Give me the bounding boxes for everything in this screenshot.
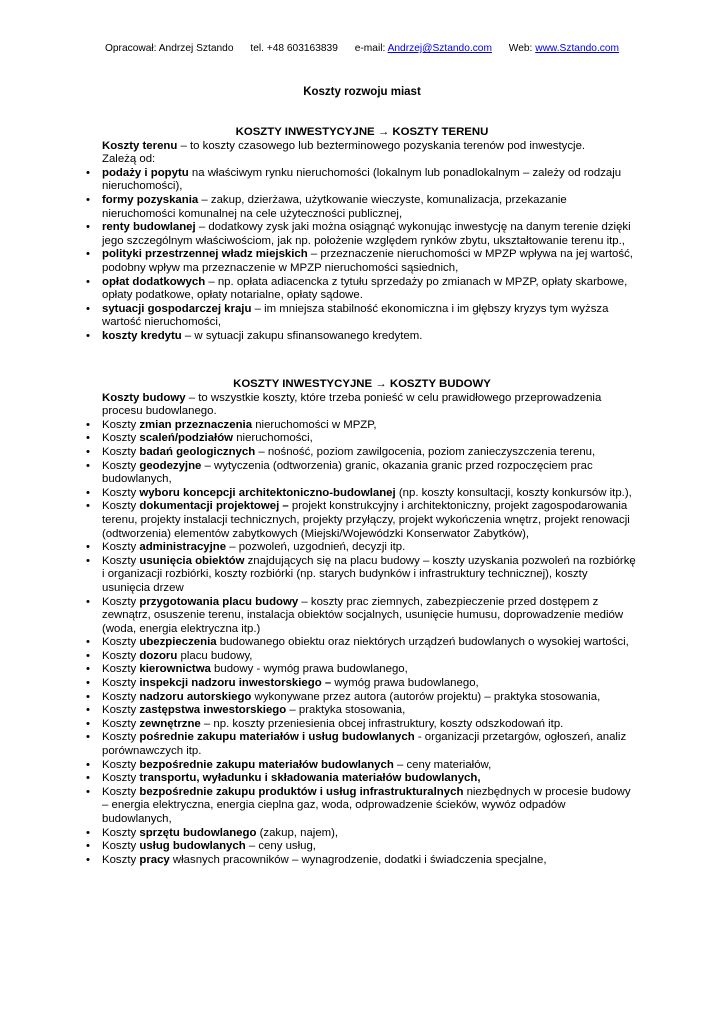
list-item — [86, 446, 638, 460]
email-label: e-mail: — [354, 43, 386, 54]
list-item — [86, 731, 638, 758]
header-phone: tel. +48 603163839 — [250, 43, 338, 54]
item-text: – np. opłata adiacencka z tytułu sprzedaży po zmianach w MPZP, opłaty skarbowe, opłaty podatkowe, opłaty notarialne, opłaty sądowe. — [102, 275, 628, 302]
item-term: koszty kredytu — [102, 329, 182, 342]
item-term: wyboru koncepcji architektoniczno-budowlanej — [139, 486, 396, 499]
item-term: geodezyjne — [139, 459, 202, 472]
item-prefix: Koszty — [102, 432, 140, 445]
item-prefix: Koszty — [102, 772, 140, 785]
item-term: dozoru — [139, 649, 178, 662]
list-item — [86, 194, 638, 221]
item-text: – ceny materiałów, — [393, 758, 492, 771]
item-term: pośrednie zakupu materiałów i usług budowlanych — [139, 731, 415, 744]
item-text: na właściwym rynku nieruchomości (lokalnym lub ponadlokalnym – zależy od rodzaju nieruchomości), — [102, 166, 622, 193]
item-text: – np. koszty przeniesienia obcej infrastruktury, koszty odszkodowań itp. — [200, 717, 564, 730]
item-term: scaleń/podziałów — [139, 432, 234, 445]
item-prefix: Koszty — [102, 758, 140, 771]
item-term: zmian przeznaczenia — [139, 418, 253, 431]
item-text: – wytyczenia (odtworzenia) granic, okazania granic przed rozpoczęciem prac budowlanych, — [102, 459, 593, 486]
item-text: – ceny usług, — [245, 840, 316, 853]
list-item — [86, 663, 638, 677]
item-prefix: Koszty — [102, 717, 140, 730]
document-title: Koszty rozwoju miast — [303, 86, 421, 98]
item-term: formy pozyskania — [102, 193, 199, 206]
list-item — [86, 330, 638, 344]
item-term: renty budowlanej — [102, 221, 196, 234]
list-item — [86, 460, 638, 487]
item-term: bezpośrednie zakupu materiałów budowlanych — [139, 758, 394, 771]
list-item — [86, 167, 638, 194]
item-text: – dodatkowy zysk jaki można osiągnąć wykonując inwestycję na danym terenie dzięki jego szczególnym właściwościom, jak np. położenie względem rynków zbytu, ukształtowanie terenu itp., — [102, 221, 631, 247]
list-item — [86, 419, 638, 433]
list-item — [86, 221, 638, 248]
list-item — [86, 786, 638, 827]
section-intro — [86, 140, 638, 167]
item-text: – w sytuacji zakupu sfinansowanego kredytem. — [181, 329, 423, 342]
item-term: zewnętrzne — [139, 717, 201, 730]
list-item — [86, 248, 638, 275]
item-term: ubezpieczenia — [139, 636, 217, 649]
item-text: (zakup, najem), — [256, 826, 339, 839]
item-text: niezbędnych w procesie budowy – energia elektryczna, energia cieplna gaz, woda, odprowadzenie ścieków, wywóz odpadów budowlanych, — [102, 785, 631, 825]
list-item — [86, 677, 638, 691]
list-item — [86, 303, 638, 330]
item-text: wymóg prawa budowlanego, — [331, 677, 479, 690]
item-text: wykonywane przez autora (autorów projektu) – praktyka stosowania, — [251, 690, 601, 703]
item-term: sprzętu budowlanego — [139, 826, 257, 839]
item-text: znajdujących się na placu budowy – koszty uzyskania pozwoleń na rozbiórkę i organizacji rozbiórki, koszty rozbiórki (np. starych budynków i infrastruktury technicznej), koszty usunięcia drzew — [102, 554, 636, 594]
list-item — [86, 718, 638, 732]
intro-term: Koszty terenu — [102, 139, 178, 152]
list-item — [86, 276, 638, 303]
web-label: Web: — [508, 43, 533, 54]
item-term: usunięcia obiektów — [139, 554, 245, 567]
header-email — [355, 43, 492, 54]
list-item — [86, 691, 638, 705]
item-text: nieruchomości w MPZP, — [252, 418, 377, 431]
intro-depends: Zależą od: — [102, 153, 156, 166]
item-text: budowanego obiektu oraz niektórych urządzeń budowlanych o wysokiej wartości, — [216, 636, 629, 649]
item-term: pracy — [139, 853, 170, 866]
item-prefix: Koszty — [102, 541, 140, 554]
factor-list — [86, 167, 638, 344]
item-text: placu budowy, — [177, 649, 253, 662]
intro-definition: – to koszty czasowego lub bezterminowego pozyskania terenów pod inwestycje. — [177, 139, 586, 152]
email-link[interactable]: Andrzej@Sztando.com — [387, 43, 492, 54]
list-item — [86, 596, 638, 637]
item-text: własnych pracowników – wynagrodzenie, dodatki i świadczenia specjalne, — [169, 853, 547, 866]
item-prefix: Koszty — [102, 731, 140, 744]
item-prefix: Koszty — [102, 636, 140, 649]
list-item — [86, 827, 638, 841]
item-term: sytuacji gospodarczej kraju — [102, 302, 252, 315]
item-term: transportu, wyładunku i składowania materiałów budowlanych, — [139, 772, 481, 785]
list-item — [86, 500, 638, 541]
section-title: KOSZTY INWESTYCYJNE → KOSZTY BUDOWY — [233, 378, 491, 390]
item-text: – koszty prac ziemnych, zabezpieczenie przed dostępem z zewnątrz, osuszenie terenu, instalacja obiektów socjalnych, usunięcie humusu, doprowadzenie mediów (woda, energia elektryczna itp.) — [102, 595, 624, 635]
item-prefix: Koszty — [102, 690, 140, 703]
list-item — [86, 840, 638, 854]
item-text: projekt konstrukcyjny i architektoniczny, projekt zagospodarowania terenu, projekty instalacji technicznych, projekty przyłączy, projekt wykończenia wnętrz, projekt renowacji (odtworzenia) elementów zabytkowych (Miejski/Wojewódzki Konserwator Zabytków), — [102, 500, 630, 540]
item-prefix: Koszty — [102, 853, 140, 866]
item-text: – zakup, dzierżawa, użytkowanie wieczyste, komunalizacja, przekazanie nieruchomości komunalnej na cele użyteczności publicznej, — [102, 193, 567, 220]
item-prefix: Koszty — [102, 649, 140, 662]
item-term: inspekcji nadzoru inwestorskiego – — [139, 677, 332, 690]
section-land-costs — [86, 126, 638, 344]
item-text: (np. koszty konsultacji, koszty konkursów itp.), — [395, 486, 632, 499]
list-item — [86, 541, 638, 555]
list-item — [86, 487, 638, 501]
section-title: KOSZTY INWESTYCYJNE → KOSZTY TERENU — [235, 126, 489, 138]
item-text: – nośność, poziom zawilgocenia, poziom zanieczyszczenia terenu, — [255, 445, 596, 458]
item-text: – im mniejsza stabilność ekonomiczna i im głębszy kryzys tym wyższa wartość nieruchomości, — [102, 302, 609, 329]
list-item — [86, 759, 638, 773]
item-term: podaży i popytu — [102, 166, 189, 179]
item-text: - organizacji przetargów, ogłoszeń, analiz porównawczych itp. — [102, 731, 627, 758]
item-term: nadzoru autorskiego — [139, 690, 252, 703]
item-term: bezpośrednie zakupu produktów i usług infrastrukturalnych — [139, 785, 464, 798]
item-text: – przeznaczenie nieruchomości w MPZP wpływa na jej wartość, podobny wpływ ma przeznaczenie w MPZP nieruchomości sąsiednich, — [102, 248, 633, 274]
section-intro — [86, 392, 638, 419]
list-item — [86, 432, 638, 446]
list-item — [86, 772, 638, 786]
item-term: zastępstwa inwestorskiego — [139, 704, 287, 717]
item-term: dokumentacji projektowej – — [139, 500, 289, 513]
item-term: administracyjne — [139, 541, 227, 554]
item-term: polityki przestrzennej władz miejskich — [102, 248, 308, 261]
item-prefix: Koszty — [102, 418, 140, 431]
list-item — [86, 555, 638, 596]
item-prefix: Koszty — [102, 840, 140, 853]
item-text: – praktyka stosowania, — [286, 704, 406, 717]
item-prefix: Koszty — [102, 445, 140, 458]
list-item — [86, 636, 638, 650]
item-prefix: Koszty — [102, 486, 140, 499]
item-prefix: Koszty — [102, 826, 140, 839]
item-prefix: Koszty — [102, 500, 140, 513]
item-prefix: Koszty — [102, 704, 140, 717]
header-web — [509, 43, 619, 54]
item-prefix: Koszty — [102, 595, 140, 608]
intro-term: Koszty budowy — [102, 391, 186, 404]
item-text: – pozwoleń, uzgodnień, decyzji itp. — [226, 541, 406, 554]
header-author: Opracował: Andrzej Sztando — [104, 43, 234, 54]
item-term: kierownictwa — [139, 663, 211, 676]
cost-list — [86, 419, 638, 868]
item-text: budowy - wymóg prawa budowlanego, — [210, 663, 408, 676]
item-prefix: Koszty — [102, 663, 140, 676]
item-term: badań geologicznych — [139, 445, 256, 458]
item-term: usług budowlanych — [139, 840, 246, 853]
list-item — [86, 704, 638, 718]
item-text: nieruchomości, — [233, 432, 313, 445]
item-prefix: Koszty — [102, 554, 140, 567]
list-item — [86, 854, 638, 868]
item-prefix: Koszty — [102, 785, 140, 798]
section-construction-costs — [86, 378, 638, 867]
item-term: przygotowania placu budowy — [139, 595, 299, 608]
list-item — [86, 650, 638, 664]
item-term: opłat dodatkowych — [102, 275, 206, 288]
web-link[interactable]: www.Sztando.com — [535, 43, 620, 54]
page-header — [0, 42, 724, 56]
item-prefix: Koszty — [102, 459, 140, 472]
item-prefix: Koszty — [102, 677, 140, 690]
intro-definition: – to wszystkie koszty, które trzeba ponieść w celu prawidłowego przeprowadzenia procesu budowlanego. — [102, 391, 602, 418]
